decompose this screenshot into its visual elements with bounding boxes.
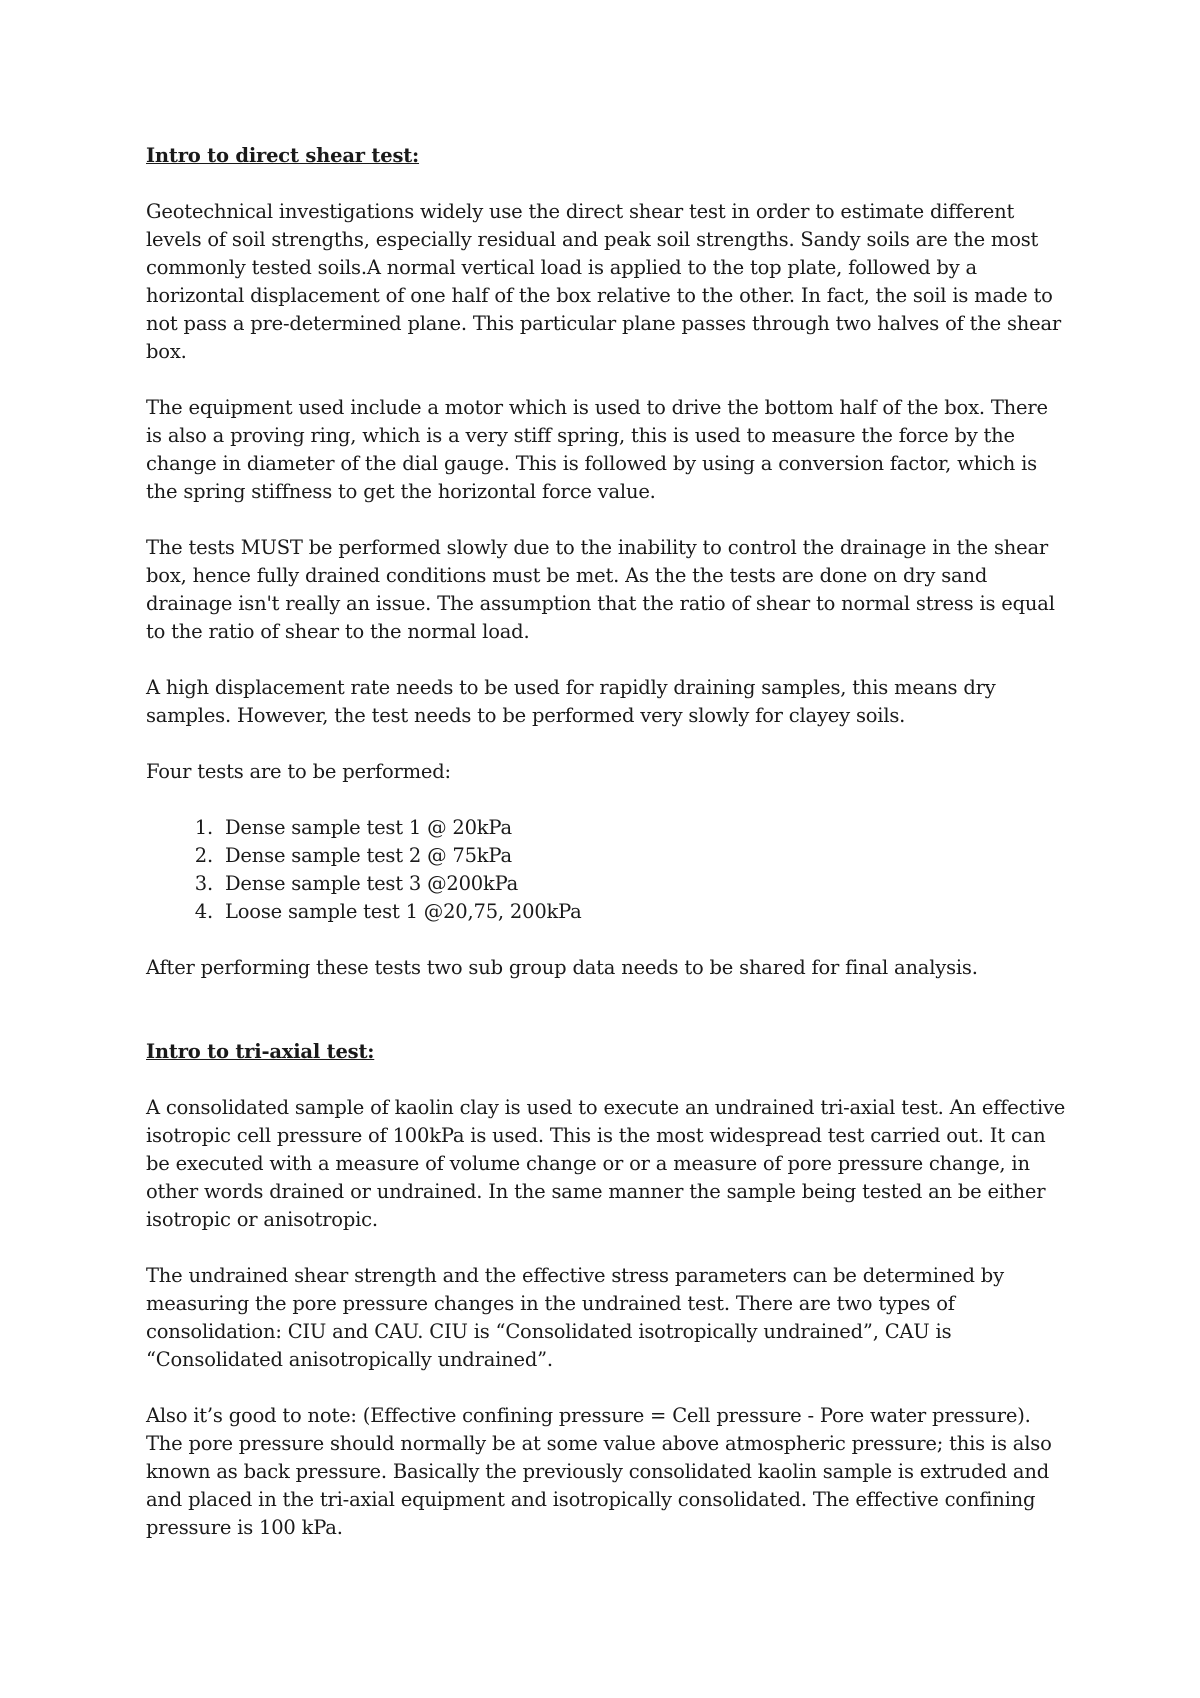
paragraph-equipment: The equipment used include a motor which is used to drive the bottom half of the box. There is also a proving ring, which is a very stiff spring, this is used to measure the force by the change in diameter of the dial gauge. This is followed by using a conversion factor, which is the spring stiffness to get the horizontal force value. [146,396,1048,503]
list-item: 3. Dense sample test 3 @200kPa [219,870,1066,898]
paragraph-displacement-rate: A high displacement rate needs to be used for rapidly draining samples, this means dry samples. However, the test needs to be performed very slowly for clayey soils. [146,676,996,727]
section-heading-direct-shear: Intro to direct shear test: [146,144,420,167]
document-body [146,142,1066,1570]
paragraph-closing: After performing these tests two sub group data needs to be shared for final analysis. [146,956,978,979]
paragraph-test-speed: The tests MUST be performed slowly due to the inability to control the drainage in the shear box, hence fully drained conditions must be met. As the the tests are done on dry sand drainage isn't really an issue. The assumption that the ratio of shear to normal stress is equal to the ratio of shear to the normal load. [146,536,1055,643]
section-divider [146,1010,1066,1038]
list-item: 1. Dense sample test 1 @ 20kPa [219,814,1066,842]
section-heading-triaxial: Intro to tri-axial test: [146,1040,375,1063]
list-item: 4. Loose sample test 1 @20,75, 200kPa [219,898,1066,926]
paragraph-note: Also it’s good to note: (Effective confining pressure = Cell pressure - Pore water pressure). The pore pressure should normally be at some value above atmospheric pressure; this is also known as back pressure. Basically the previously consolidated kaolin sample is extruded and and placed in the tri-axial equipment and isotropically consolidated. The effective confining pressure is 100 kPa. [146,1404,1052,1539]
paragraph-direct-shear-intro: Geotechnical investigations widely use the direct shear test in order to estimate different levels of soil strengths, especially residual and peak soil strengths. Sandy soils are the most commonly tested soils.A normal vertical load is applied to the top plate, followed by a horizontal displacement of one half of the box relative to the other. In fact, the soil is made to not pass a pre-determined plane. This particular plane passes through two halves of the shear box. [146,200,1062,363]
paragraph-triaxial-intro: A consolidated sample of kaolin clay is used to execute an undrained tri-axial test. An effective isotropic cell pressure of 100kPa is used. This is the most widespread test carried out. It can be executed with a measure of volume change or or a measure of pore pressure change, in other words drained or undrained. In the same manner the sample being tested an be either isotropic or anisotropic. [146,1096,1066,1231]
paragraph-tests-intro: Four tests are to be performed: [146,760,451,783]
test-list [146,814,1066,926]
paragraph-undrained-strength: The undrained shear strength and the effective stress parameters can be determined by measuring the pore pressure changes in the undrained test. There are two types of consolidation: CIU and CAU. CIU is “Consolidated isotropically undrained”, CAU is “Consolidated anisotropically undrained”. [146,1264,1004,1371]
list-item: 2. Dense sample test 2 @ 75kPa [219,842,1066,870]
